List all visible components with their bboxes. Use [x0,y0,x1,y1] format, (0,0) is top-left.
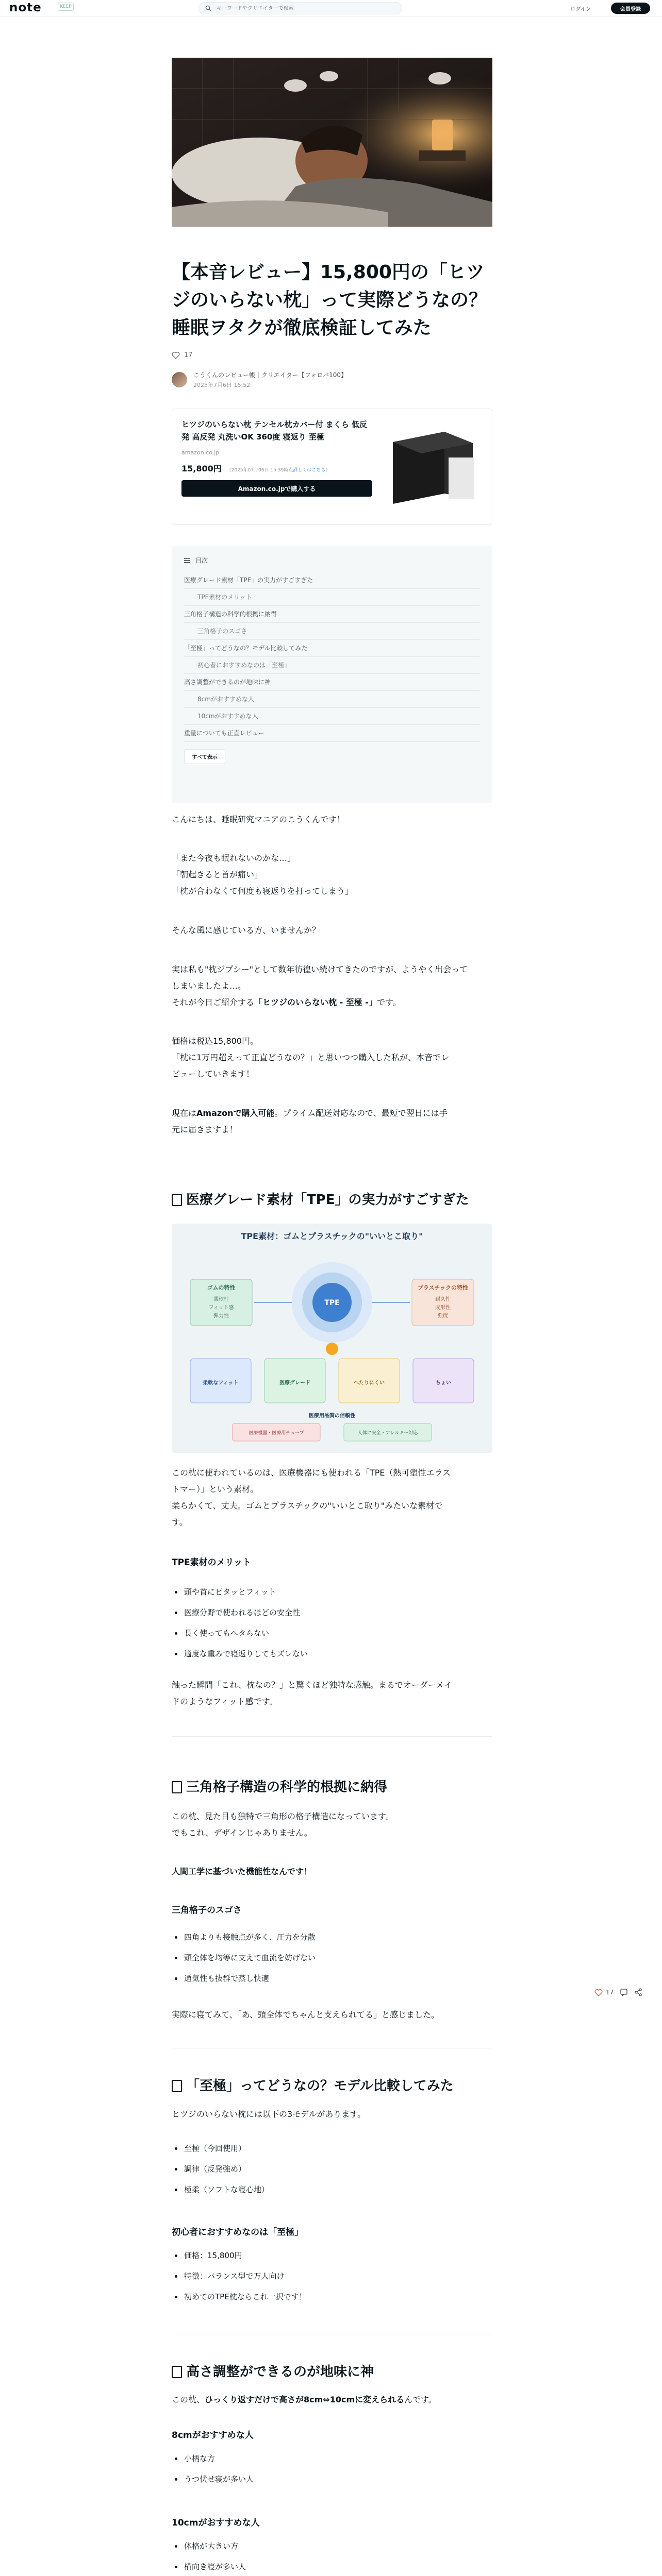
svg-text:耐久性: 耐久性 [435,1297,451,1302]
lattice-line2: でもこれ、デザインじゃありません。 [172,1828,312,1838]
list-item: 医療分野で使われるほどの安全性 [172,1602,492,1623]
intro-quote-3: 「枕が合わなくて何度も寝返りを打ってしまう」 [172,886,354,896]
logo-badge: KEEP [58,3,74,11]
heading-box-icon [172,2080,182,2092]
lattice-subheading: 三角格子のスゴさ [172,1905,242,1916]
tpe-desc-line1: この枕に使われているのは、医療機器にも使われる「TPE（熱可塑性エラス [172,1468,451,1478]
toc-item[interactable]: 「至極」ってどうなの？モデル比較してみた [184,640,480,657]
tpe-feel-line2: ドのようなフィット感です。 [172,1697,278,1706]
floating-like-count: 17 [606,1989,614,1996]
height-intro: この枕、ひっくり返すだけで高さが8cm⇔10cmに変えられるんです。 [172,2395,437,2404]
diagram-center-label: TPE [324,1299,340,1307]
toc-item[interactable]: 8cmがおすすめな人 [184,691,480,708]
intro-amazon-line1: 現在はAmazonで購入可能。プライム配送対応なので、最短で翌日には手 [172,1108,448,1118]
list-item: 小柄な方 [172,2448,492,2469]
list-item: 通気性も抜群で蒸し快適 [172,1968,492,1989]
price-detail-link[interactable]: 詳しくはこちら [293,468,326,473]
height-8cm-list [172,2448,492,2489]
list-item: うつ伏せ寝が多い人 [172,2469,492,2489]
toc-item[interactable]: 重量についても正直レビュー [184,725,480,742]
amazon-buy-button[interactable]: Amazon.co.jpで購入する [181,480,372,497]
list-item: 特徴：バランス型で万人向け [172,2266,492,2286]
intro-amazon-line2: 元に届きますよ！ [172,1125,238,1134]
intro-question: そんな風に感じている方、いませんか？ [172,925,321,935]
intro-quote-2: 「朝起きると首が痛い」 [172,870,263,879]
svg-text:弾力性: 弾力性 [213,1313,229,1319]
list-item: 適度な重みで寝返りしてもズレない [172,1643,492,1664]
tpe-desc-line4: す。 [172,1517,188,1527]
toc-show-all-button[interactable]: すべて表示 [184,749,225,764]
toc-item[interactable]: 三角格子のスゴさ [184,623,480,640]
list-item: 頭全体を均等に支えて血流を妨げない [172,1947,492,1968]
diagram-right-title: プラスチックの特性 [417,1284,469,1291]
lattice-feel: 実際に寝てみて、「あ、頭全体でちゃんと支えられてる」と感じました。 [172,2010,440,2020]
svg-text:柔軟性: 柔軟性 [213,1297,229,1302]
list-item: 至極（今回使用） [172,2138,492,2159]
comment-icon[interactable] [620,1988,628,1996]
author-name[interactable]: こうくんのレビュー帳｜クリエイター【フォロバ100】 [193,371,347,379]
heading-box-icon [172,2366,182,2378]
intro-story-line2: しまいましたよ…。 [172,981,246,991]
toc-item[interactable]: TPE素材のメリット [184,589,480,606]
intro-price: 価格は税込15,800円。 [172,1036,258,1046]
svg-text:人体に安全・アレルギー対応: 人体に安全・アレルギー対応 [357,1431,418,1436]
height-8cm-heading: 8cmがおすすめな人 [172,2430,254,2441]
tpe-desc-line3: 柔らかくて、丈夫。ゴムとプラスチックの"いいとこ取り"みたいな素材で [172,1501,443,1511]
list-item: 四角よりも接触点が多く、圧力を分散 [172,1927,492,1947]
intro-product-line: それが今日ご紹介する「ヒツジのいらない枕 - 至極 -」です。 [172,997,401,1007]
divider [172,1736,492,1737]
diagram-left-title: ゴムの特性 [207,1284,236,1291]
product-title[interactable]: ヒツジのいらない枕 テンセル枕カバー付 まくら 低反発 高反発 丸洗いOK 360度 寝返り 至極 [181,420,367,442]
toc-item[interactable]: 医療グレード素材「TPE」の実力がすごすぎた [184,572,480,589]
signup-button[interactable]: 会員登録 [611,3,650,14]
height-10cm-heading: 10cmがおすすめな人 [172,2518,260,2528]
floating-like-button[interactable] [594,1989,614,1996]
product-domain: amazon.co.jp [181,449,220,456]
section-heading-tpe: 医療グレード素材「TPE」の実力がすごすぎた [172,1190,492,1210]
toc-item[interactable]: 高さ調整ができるのが地味に神 [184,674,480,691]
list-item: 横向き寝が多い人 [172,2556,492,2576]
intro-greeting: こんにちは、睡眠研究マニアのこうくんです！ [172,815,345,824]
svg-text:成形性: 成形性 [435,1305,451,1311]
models-list [172,2138,492,2200]
svg-text:フィット感: フィット感 [208,1305,234,1311]
list-item: 頭や首にピタッとフィット [172,1582,492,1602]
section-heading-lattice: 三角格子構造の科学的根拠に納得 [172,1777,492,1797]
share-icon[interactable] [634,1988,642,1996]
list-item: 価格：15,800円 [172,2245,492,2266]
toc-item[interactable]: 初心者におすすめなのは「至極」 [184,657,480,674]
list-item: 極柔（ソフトな寝心地） [172,2179,492,2200]
list-item: 体格が大きい方 [172,2536,492,2556]
article-body [172,0,492,2576]
list-item: 調律（反発強め） [172,2159,492,2179]
note-logo[interactable]: note [9,1,42,14]
intro-review-line1: 「枕に1万円超えって正直どうなの？」と思いつつ購入した私が、本音でレ [172,1053,450,1062]
lattice-list [172,1927,492,1989]
login-button[interactable]: ログイン [561,3,600,14]
shigoku-spec-list [172,2245,492,2307]
svg-text:柔軟なフィット: 柔軟なフィット [203,1380,239,1386]
svg-text:へたりにくい: へたりにくい [354,1380,385,1386]
article-title: 【本音レビュー】15,800円の「ヒツジのいらない枕」って実際どうなの？睡眠ヲタクが徹底検証してみた [172,262,488,338]
heart-icon [594,1989,603,1996]
tpe-merit-heading: TPE素材のメリット [172,1557,251,1568]
publish-date: 2025年7月6日 15:52 [193,382,251,388]
floating-action-bar [594,1988,642,1996]
toc-heading: 目次 [184,556,480,565]
price-note: （2025年07月06日 15:39時点詳しくはこちら） [226,468,330,473]
lattice-line1: この枕、見た目も独特で三角形の格子構造になっています。 [172,1811,394,1821]
heading-box-icon [172,1194,182,1206]
intro-story-line1: 実は私も"枕ジプシー"として数年彷徨い続けてきたのですが、ようやく出会って [172,964,468,974]
tpe-merit-list [172,1582,492,1664]
intro-review-line2: ビューしていきます！ [172,1069,255,1079]
svg-text:ちょい: ちょい [436,1380,451,1386]
tpe-desc-line2: トマー）」という素材。 [172,1484,259,1494]
diagram-title: TPE素材：ゴムとプラスチックの"いいとこ取り" [241,1231,423,1241]
height-10cm-list [172,2536,492,2576]
product-price: 15,800円 [181,464,222,473]
list-item: 初めてのTPE枕ならこれ一択です！ [172,2286,492,2307]
models-subheading: 初心者におすすめなのは「至極」 [172,2227,304,2238]
like-count: 17 [184,351,193,359]
svg-text:強度: 強度 [438,1313,448,1319]
heading-box-icon [172,1781,182,1793]
section-heading-height: 高さ調整ができるのが地味に神 [172,2362,492,2382]
section-heading-models: 「至極」ってどうなの？モデル比較してみた [172,2076,492,2096]
svg-text:医療グレード: 医療グレード [279,1380,310,1386]
tpe-feel-line1: 触った瞬間「これ、枕なの？」と驚くほど独特な感触。まるでオーダーメイ [172,1680,452,1690]
tpe-diagram [172,1224,492,1453]
list-item: 長く使ってもヘタらない [172,1623,492,1643]
svg-text:医療機器・医療用チューブ: 医療機器・医療用チューブ [249,1431,304,1436]
svg-text:医療用品質の信頼性: 医療用品質の信頼性 [309,1413,355,1419]
models-intro: ヒツジのいらない枕には以下の3モデルがあります。 [172,2109,366,2119]
toc-item[interactable]: 三角格子構造の科学的根拠に納得 [184,606,480,623]
lattice-bold-line: 人間工学に基づいた機能性なんです！ [172,1867,312,1876]
toc-item[interactable]: 10cmがおすすめな人 [184,708,480,725]
intro-quote-1: 「また今夜も眠れないのかな…」 [172,853,296,863]
